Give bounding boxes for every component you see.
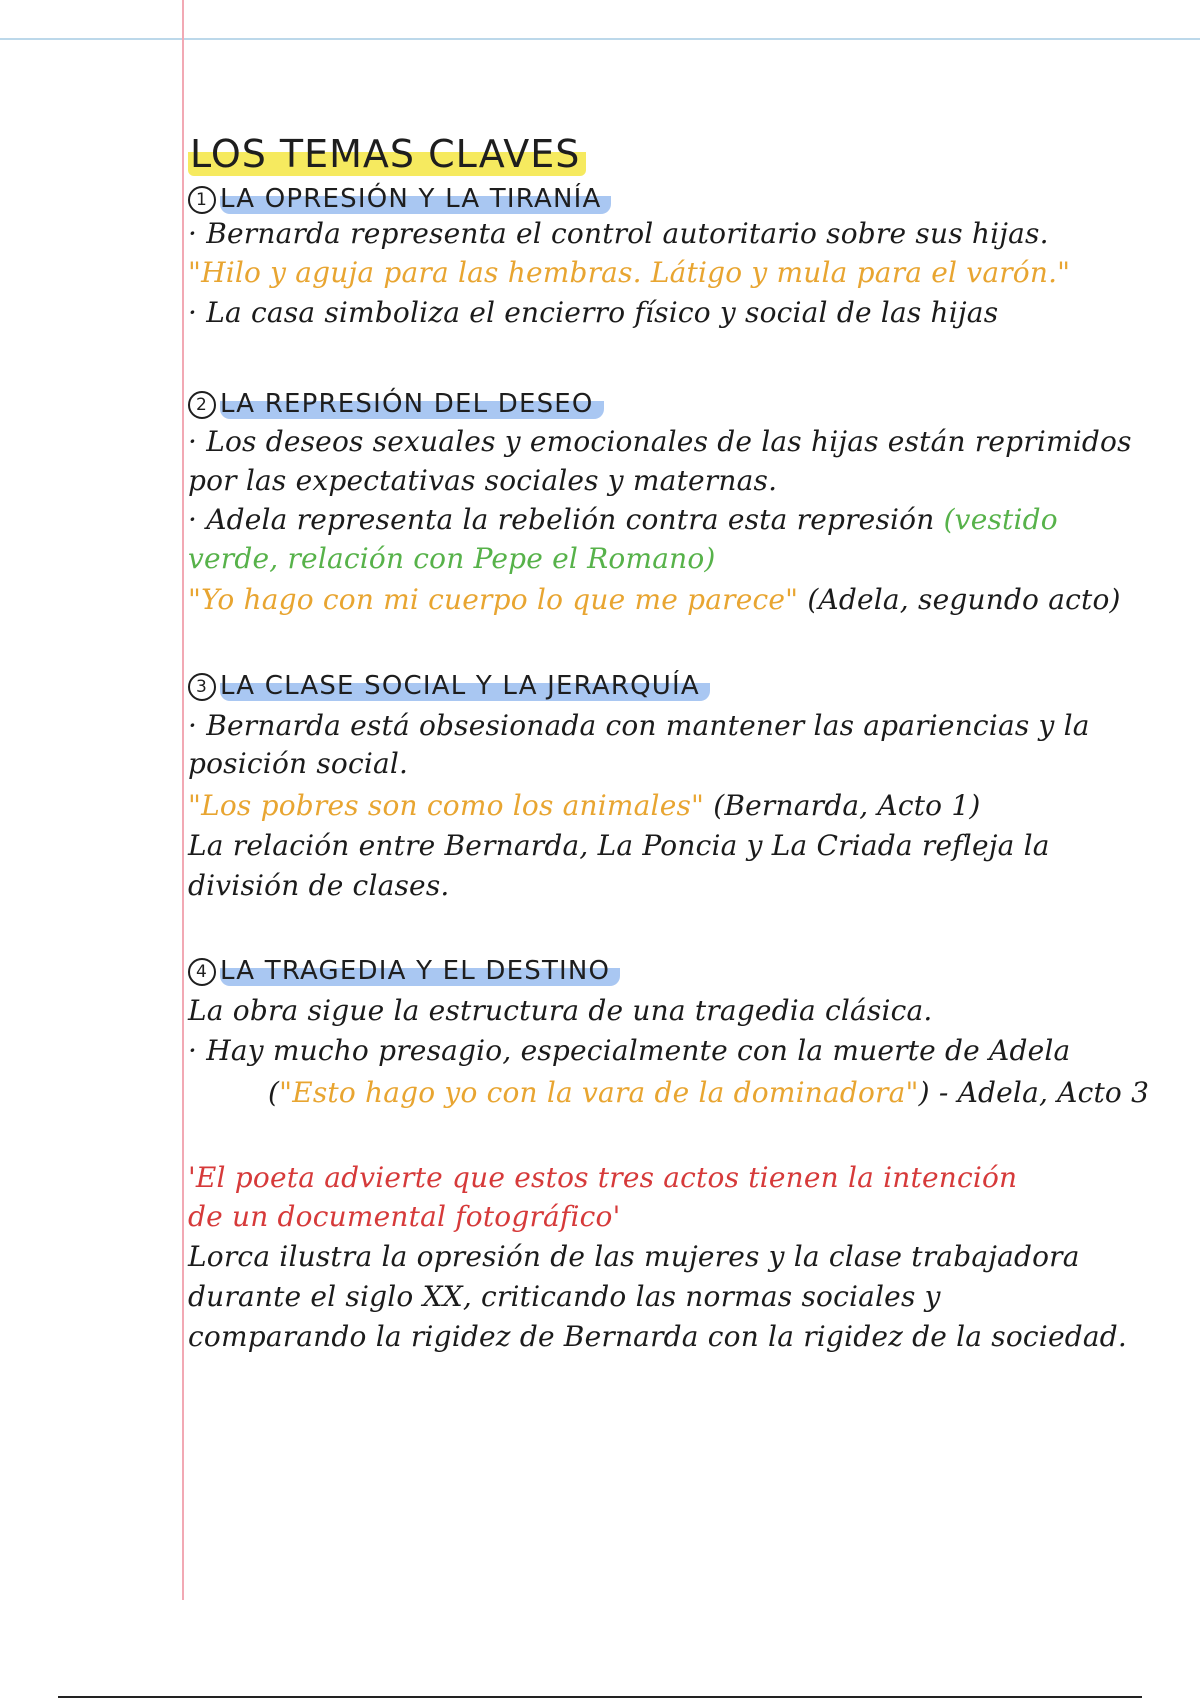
section-2-aside-start: (vestido <box>943 503 1058 536</box>
section-2-aside-end: verde, relación con Pepe el Romano) <box>188 542 716 575</box>
section-number-3: 3 <box>188 673 216 701</box>
section-2-line-3 <box>188 504 1058 536</box>
section-heading-2 <box>188 388 604 420</box>
conclusion-line-3: comparando la rigidez de Bernarda con la rigidez de la sociedad. <box>188 1320 1127 1353</box>
section-title-4: LA TRAGEDIA Y EL DESTINO <box>220 956 620 986</box>
section-2-line-1: · Los deseos sexuales y emocionales de las hijas están reprimidos <box>188 425 1132 458</box>
section-heading-1 <box>188 183 611 215</box>
section-title-2: LA REPRESIÓN DEL DESEO <box>220 389 604 419</box>
section-title-1: LA OPRESIÓN Y LA TIRANÍA <box>220 184 611 214</box>
section-number-1: 1 <box>188 186 216 214</box>
section-3-line-2: posición social. <box>188 747 409 780</box>
section-3-quote: "Los pobres son como los animales" <box>188 789 705 822</box>
section-4-line-2: · Hay mucho presagio, especialmente con la muerte de Adela <box>188 1034 1071 1067</box>
conclusion-quote-2: de un documental fotográfico' <box>188 1200 621 1233</box>
page-title-text: LOS TEMAS CLAVES <box>188 132 586 176</box>
section-title-3: LA CLASE SOCIAL Y LA JERARQUÍA <box>220 671 710 701</box>
section-1-line-2: · La casa simboliza el encierro físico y social de las hijas <box>188 296 999 329</box>
conclusion-line-1: Lorca ilustra la opresión de las mujeres y la clase trabajadora <box>188 1240 1080 1273</box>
section-2-line-2: por las expectativas sociales y maternas. <box>188 464 778 497</box>
section-4-quote-open: ( <box>268 1076 280 1109</box>
margin-line <box>182 0 184 1600</box>
section-4-quote: "Esto hago yo con la vara de la dominadora" <box>279 1076 919 1109</box>
page-title <box>188 132 586 176</box>
section-2-quote: "Yo hago con mi cuerpo lo que me parece" <box>188 583 799 616</box>
section-3-line-3: La relación entre Bernarda, La Poncia y La Criada refleja la <box>188 829 1050 862</box>
section-heading-4 <box>188 955 620 987</box>
section-2-line-3-text: · Adela representa la rebelión contra esta represión <box>188 503 935 536</box>
section-3-quote-line <box>188 790 980 822</box>
page-bottom <box>0 1620 1200 1700</box>
section-1-quote: "Hilo y aguja para las hembras. Látigo y mula para el varón." <box>188 256 1071 289</box>
conclusion-line-2: durante el siglo XX, criticando las normas sociales y <box>188 1280 941 1313</box>
conclusion-quote-1: 'El poeta advierte que estos tres actos tienen la intención <box>188 1161 1018 1194</box>
section-4-quote-source: ) - Adela, Acto 3 <box>918 1076 1150 1109</box>
section-3-quote-source: (Bernarda, Acto 1) <box>713 789 981 822</box>
section-1-line-1: · Bernarda representa el control autoritario sobre sus hijas. <box>188 217 1049 250</box>
section-4-quote-line <box>268 1077 1149 1109</box>
section-3-line-1: · Bernarda está obsesionada con mantener las apariencias y la <box>188 709 1090 742</box>
section-3-line-4: división de clases. <box>188 869 450 902</box>
section-2-quote-line <box>188 584 1121 616</box>
section-number-4: 4 <box>188 958 216 986</box>
paper-fade <box>0 1560 1200 1620</box>
section-4-line-1: La obra sigue la estructura de una tragedia clásica. <box>188 994 933 1027</box>
section-2-quote-source: (Adela, segundo acto) <box>807 583 1121 616</box>
section-number-2: 2 <box>188 391 216 419</box>
page-bottom-rule <box>58 1696 1142 1698</box>
section-heading-3 <box>188 670 710 702</box>
